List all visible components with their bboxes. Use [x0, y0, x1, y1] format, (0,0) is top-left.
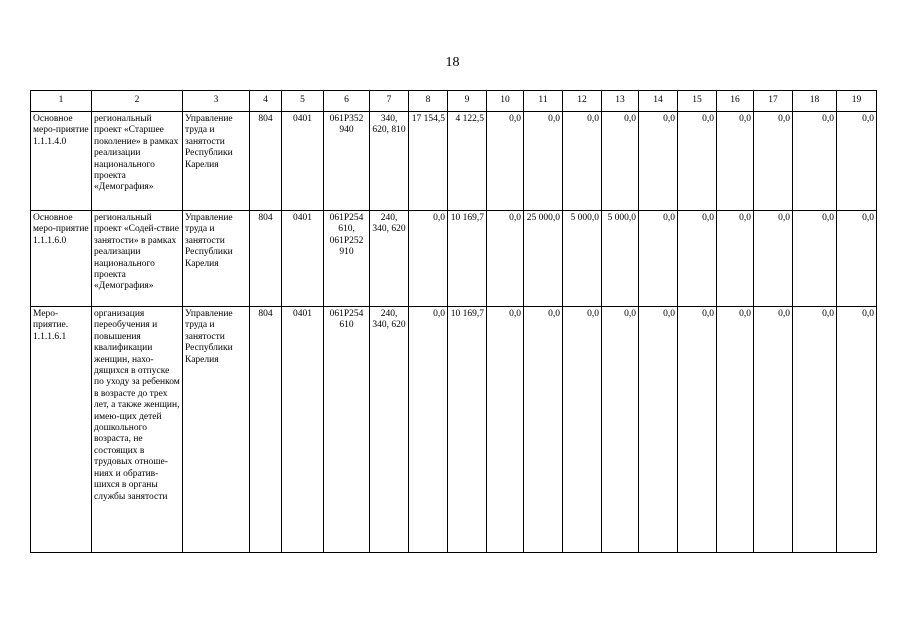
header-cell: 4 [250, 91, 282, 112]
value-cell: 0,0 [487, 307, 524, 553]
value-cell: 0,0 [678, 211, 717, 307]
header-cell: 19 [837, 91, 877, 112]
value-cell: 0,0 [602, 307, 639, 553]
header-cell: 15 [678, 91, 717, 112]
value-cell: 10 169,7 [448, 307, 487, 553]
executor-cell: Управление труда и занятости Республики Карелия [183, 211, 250, 307]
header-cell: 11 [524, 91, 563, 112]
header-cell: 18 [793, 91, 837, 112]
activity-name-cell: организация переобучения и повышения квалификации женщин, нахо-дящихся в отпуске по уходу за ребенком в возрасте до трех лет, а также женщин, имею-щих детей дошкольного возраста, не состоящих в трудовых отноше-ниях и обратив-шихся в органы службы занятости [92, 307, 183, 553]
value-cell: 0,0 [639, 307, 678, 553]
value-cell: 0,0 [524, 307, 563, 553]
ministry-code-cell: 804 [250, 211, 282, 307]
value-cell: 5 000,0 [602, 211, 639, 307]
value-cell: 10 169,7 [448, 211, 487, 307]
value-cell: 0,0 [487, 211, 524, 307]
ministry-code-cell: 804 [250, 112, 282, 211]
table-row [31, 307, 877, 553]
table-row [31, 112, 877, 211]
budget-table [30, 90, 877, 553]
value-cell: 0,0 [678, 112, 717, 211]
header-cell: 6 [324, 91, 370, 112]
section-code-cell: 0401 [282, 307, 324, 553]
value-cell: 0,0 [524, 112, 563, 211]
ministry-code-cell: 804 [250, 307, 282, 553]
value-cell: 0,0 [602, 112, 639, 211]
value-cell: 0,0 [717, 211, 754, 307]
header-cell: 9 [448, 91, 487, 112]
activity-type-cell: Основное меро-приятие 1.1.1.4.0 [31, 112, 92, 211]
section-code-cell: 0401 [282, 211, 324, 307]
value-cell: 17 154,5 [409, 112, 448, 211]
expense-type-cell: 240, 340, 620 [370, 211, 409, 307]
value-cell: 0,0 [563, 307, 602, 553]
header-cell: 3 [183, 91, 250, 112]
value-cell: 0,0 [837, 307, 877, 553]
value-cell: 0,0 [487, 112, 524, 211]
value-cell: 0,0 [754, 211, 793, 307]
table-row [31, 211, 877, 307]
value-cell: 0,0 [793, 112, 837, 211]
executor-cell: Управление труда и занятости Республики Карелия [183, 112, 250, 211]
value-cell: 5 000,0 [563, 211, 602, 307]
activity-type-cell: Основное меро-приятие 1.1.1.6.0 [31, 211, 92, 307]
activity-name-cell: региональный проект «Содей-ствие занятости» в рамках реализации национального проекта «Демография» [92, 211, 183, 307]
page-number: 18 [445, 55, 460, 70]
value-cell: 0,0 [717, 112, 754, 211]
value-cell: 0,0 [639, 112, 678, 211]
header-cell: 13 [602, 91, 639, 112]
expense-type-cell: 340, 620, 810 [370, 112, 409, 211]
header-cell: 7 [370, 91, 409, 112]
section-code-cell: 0401 [282, 112, 324, 211]
value-cell: 0,0 [793, 307, 837, 553]
value-cell: 0,0 [837, 211, 877, 307]
value-cell: 0,0 [837, 112, 877, 211]
header-cell: 5 [282, 91, 324, 112]
target-code-cell: 061P254 610, 061P252 910 [324, 211, 370, 307]
value-cell: 0,0 [793, 211, 837, 307]
value-cell: 0,0 [563, 112, 602, 211]
activity-name-cell: региональный проект «Старшее поколение» в рамках реализации национального проекта «Демография» [92, 112, 183, 211]
executor-cell: Управление труда и занятости Республики Карелия [183, 307, 250, 553]
value-cell: 25 000,0 [524, 211, 563, 307]
value-cell: 0,0 [754, 112, 793, 211]
header-cell: 8 [409, 91, 448, 112]
activity-type-cell: Меро-приятие. 1.1.1.6.1 [31, 307, 92, 553]
expense-type-cell: 240, 340, 620 [370, 307, 409, 553]
header-cell: 17 [754, 91, 793, 112]
value-cell: 0,0 [717, 307, 754, 553]
header-cell: 14 [639, 91, 678, 112]
value-cell: 4 122,5 [448, 112, 487, 211]
value-cell: 0,0 [639, 211, 678, 307]
header-cell: 2 [92, 91, 183, 112]
header-cell: 1 [31, 91, 92, 112]
header-cell: 12 [563, 91, 602, 112]
value-cell: 0,0 [754, 307, 793, 553]
header-cell: 16 [717, 91, 754, 112]
target-code-cell: 061P352 940 [324, 112, 370, 211]
value-cell: 0,0 [678, 307, 717, 553]
header-cell: 10 [487, 91, 524, 112]
target-code-cell: 061P254 610 [324, 307, 370, 553]
value-cell: 0,0 [409, 211, 448, 307]
header-row [31, 91, 877, 112]
value-cell: 0,0 [409, 307, 448, 553]
